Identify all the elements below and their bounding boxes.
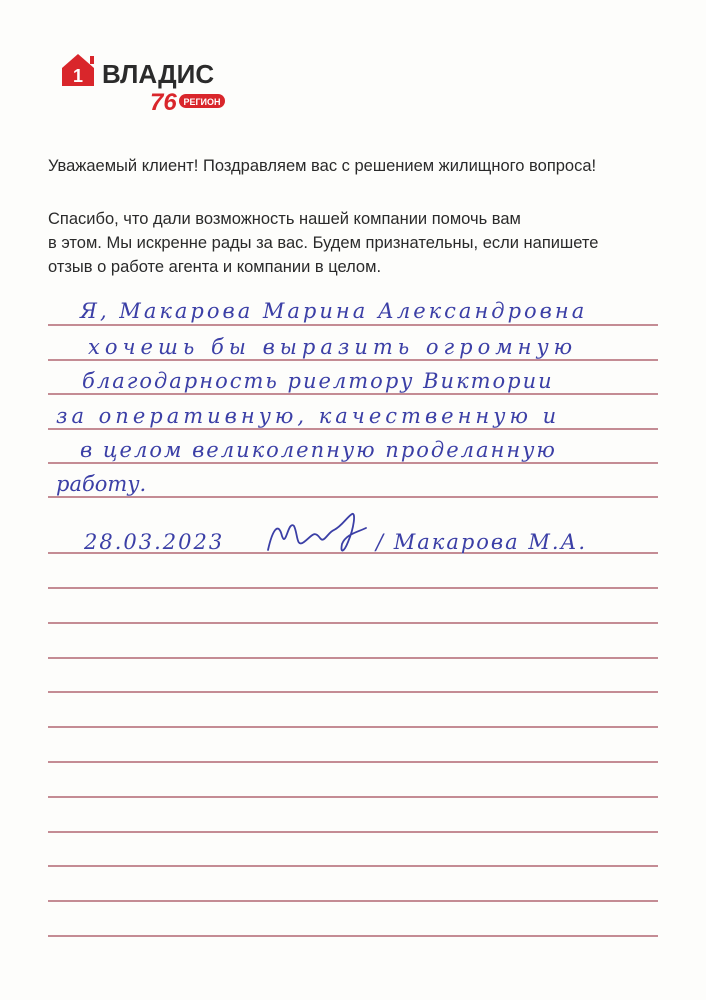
logo-brand-name: ВЛАДИС <box>102 59 215 89</box>
handwritten-line: за оперативную, качественную и <box>56 404 561 428</box>
intro-line: отзыв о работе агента и компании в целом. <box>48 258 382 276</box>
logo-badge-number: 1 <box>72 66 84 86</box>
intro-line: в этом. Мы искренне рады за вас. Будем признательны, если напишете <box>48 234 599 252</box>
signature <box>262 508 372 560</box>
logo-region-number: 76 <box>150 89 177 116</box>
intro-line: Спасибо, что дали возможность нашей компании помочь вам <box>48 210 521 228</box>
handwritten-line: хочешь бы выразить огромную <box>88 335 578 359</box>
logo-region-label: РЕГИОН <box>183 97 221 107</box>
handwritten-signature-name: / Макарова М.А. <box>376 530 588 554</box>
handwritten-line: работу. <box>56 472 147 496</box>
company-logo <box>60 50 240 120</box>
handwritten-line: в целом великолепную проделанную <box>80 438 557 462</box>
handwritten-line: Я, Макарова Марина Александровна <box>80 299 588 323</box>
vladis-logo-graphic <box>60 50 240 120</box>
handwritten-line: благодарность риелтору Виктории <box>82 369 554 393</box>
intro-paragraph <box>48 207 688 279</box>
handwritten-date: 28.03.2023 <box>84 530 225 554</box>
greeting-text: Уважаемый клиент! Поздравляем вас с решением жилищного вопроса! <box>48 157 597 175</box>
